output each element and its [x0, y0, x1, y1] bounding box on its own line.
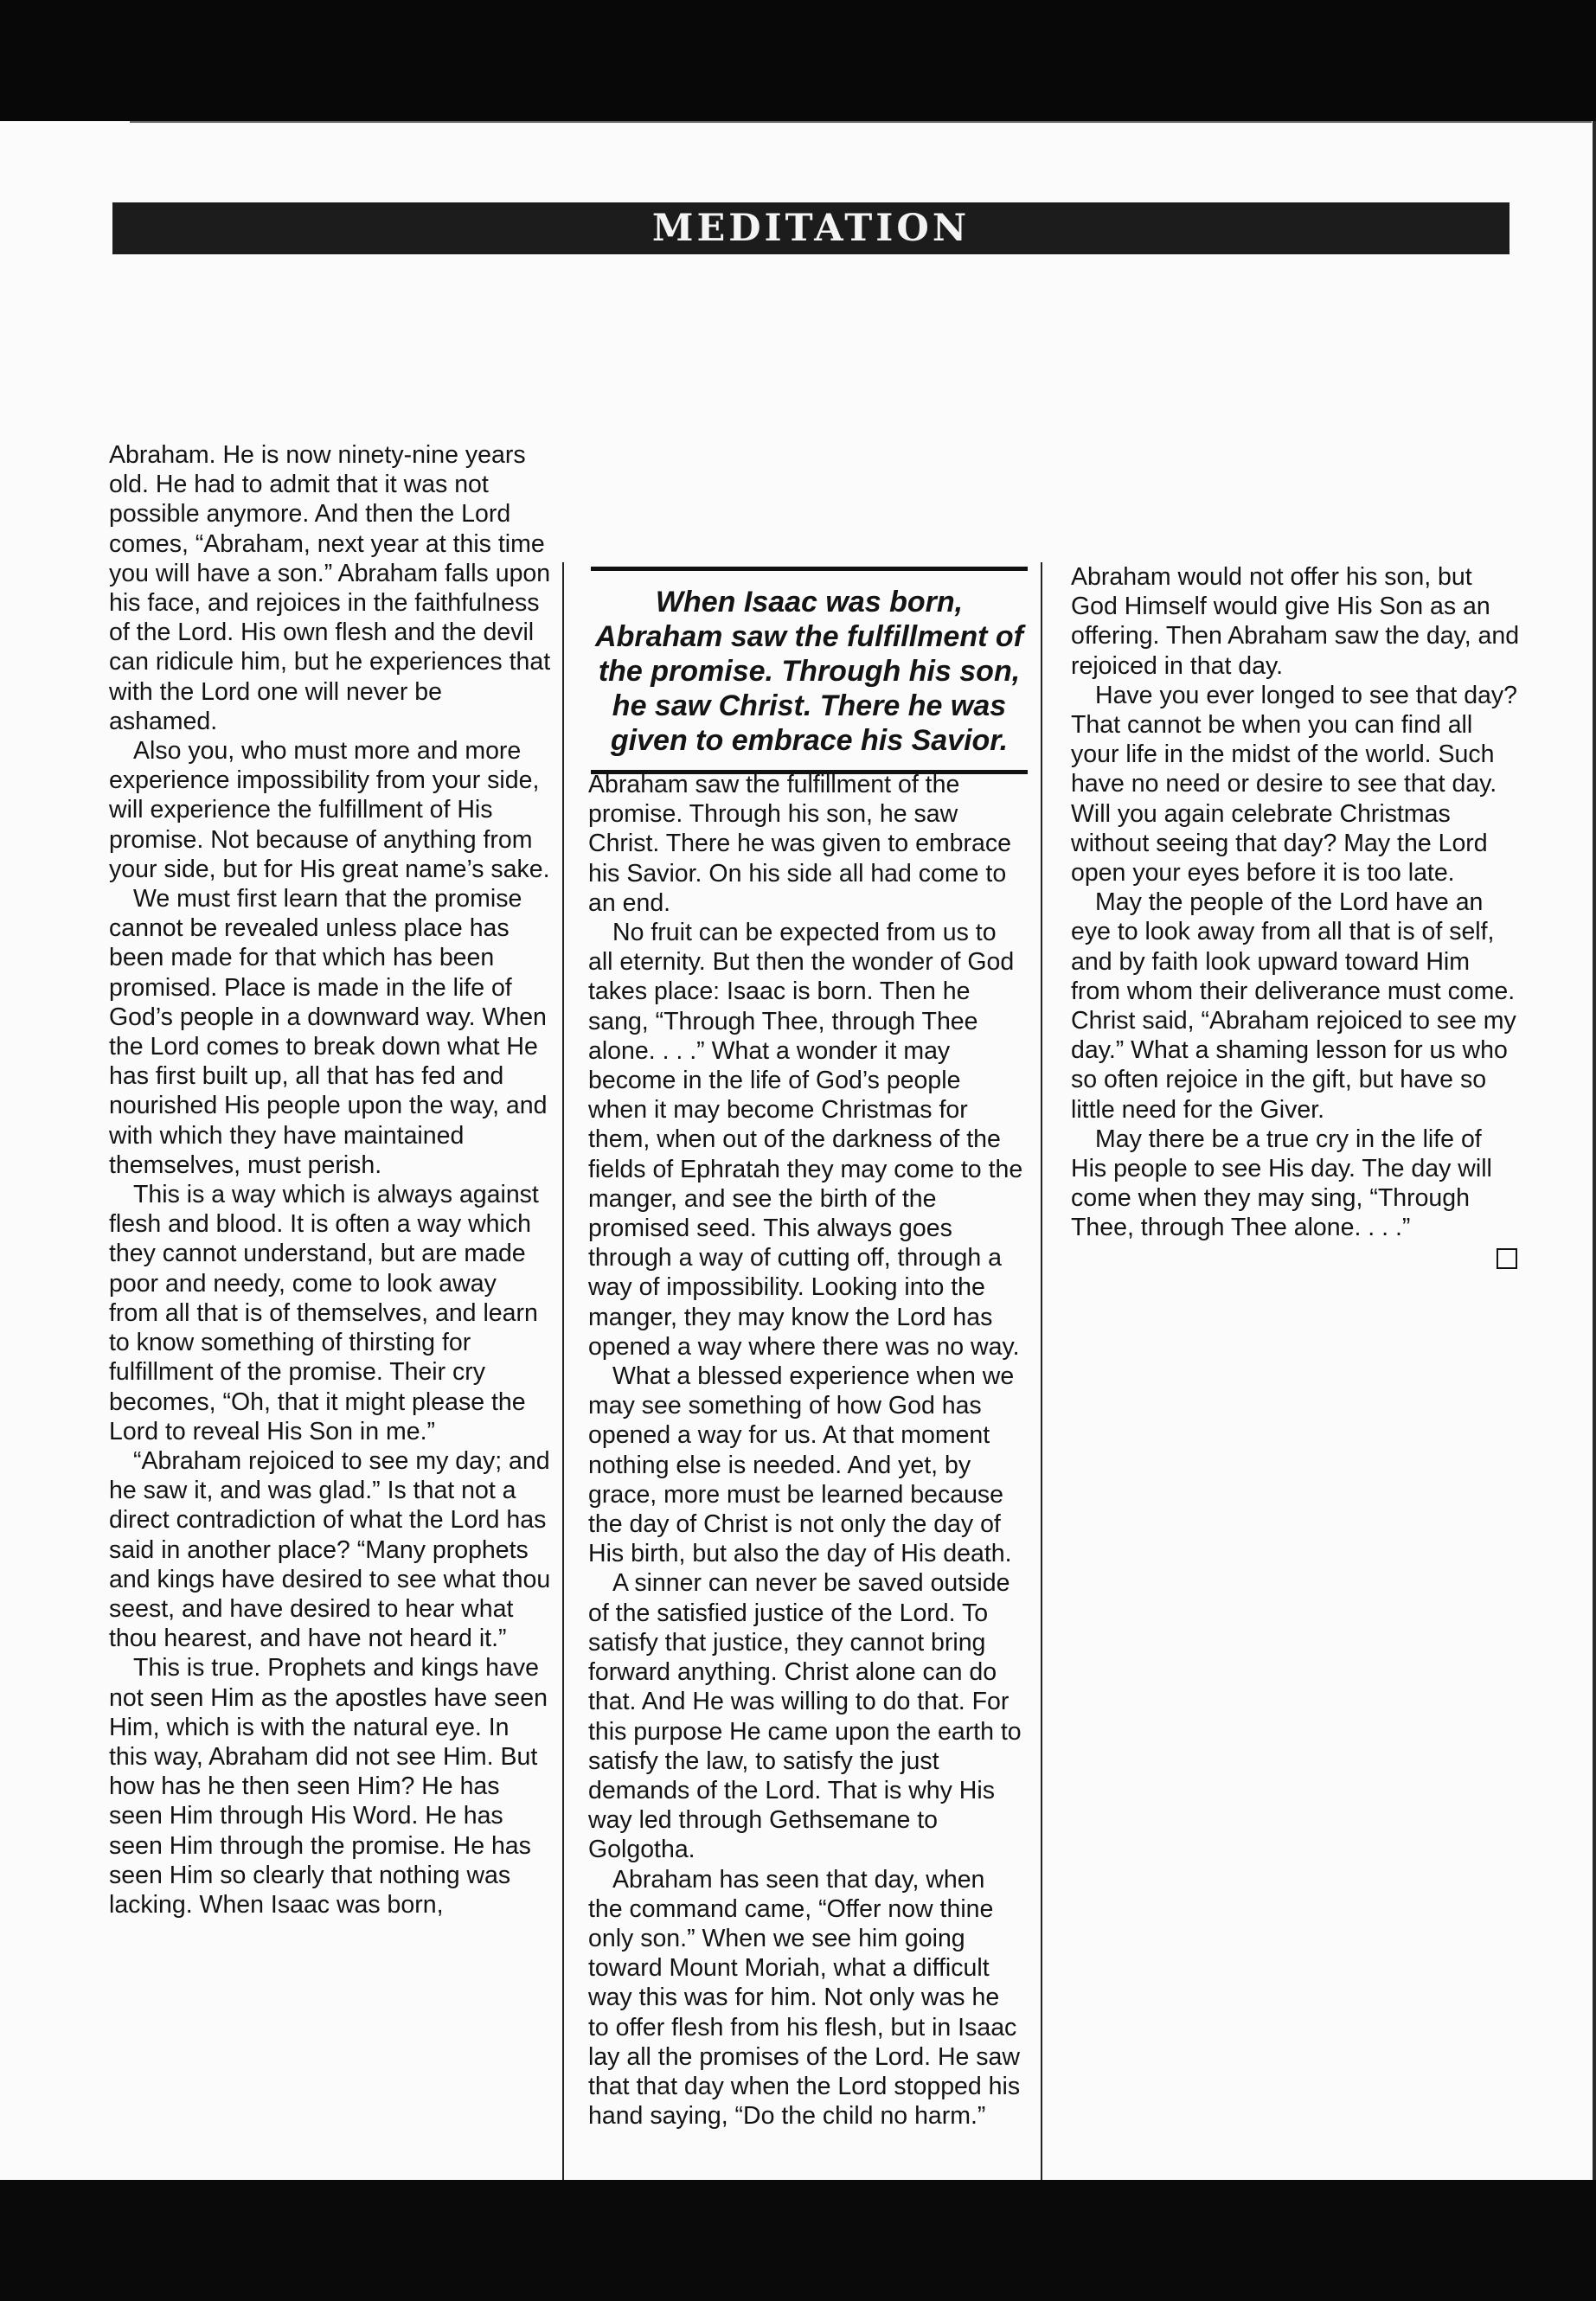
paragraph: Abraham has seen that day, when the command came, “Offer now thine only son.” When we see him going toward Mount Moriah, what a difficult way this was for him. Not only was he to offer flesh from his flesh, but in Isaac lay all the promises of the Lord. He saw that that day when the Lord stopped his hand saying, “Do the child no harm.”: [588, 1865, 1021, 2131]
top-rule: [130, 121, 1592, 123]
paragraph: What a blessed experience when we may see something of how God has opened a way for us. At that moment nothing else is needed. And yet, by grace, more must be learned because the day of Christ is not only the day of His birth, but also the day of His death.: [588, 1362, 1015, 1568]
paragraph: May there be a true cry in the life of His people to see His day. The day will come when they may sing, “Through Thee, through Thee alone. . . .”: [1071, 1125, 1492, 1242]
paragraph: “Abraham rejoiced to see my day; and he saw it, and was glad.” Is that not a direct contradiction of what the Lord has said in another place? “Many prophets and kings have desired to see what thou seest, and have desired to hear what thou hearest, and have not heard it.”: [109, 1446, 551, 1653]
scan-bottom-border: [0, 2180, 1596, 2301]
paragraph: Have you ever longed to see that day? That cannot be when you can find all your life in the midst of the world. Such have no need or desire to see that day. Will you again celebrate Christmas without seeing that day? May the Lord open your eyes before it is too late.: [1071, 681, 1517, 888]
section-title: MEDITATION: [651, 207, 971, 250]
pull-quote-text: When Isaac was born, Abraham saw the fulfillment of the promise. Through his son, he saw Christ. There he was given to embrace his Savior.: [595, 586, 1023, 757]
paragraph: A sinner can never be saved outside of the satisfied justice of the Lord. To satisfy that justice, they cannot bring forward anything. Christ alone can do that. And He was willing to do that. For this purpose He came upon the earth to satisfy the law, to satisfy the just demands of the Lord. That is why His way led through Gethsemane to Golgotha.: [588, 1569, 1022, 1864]
paragraph: This is true. Prophets and kings have not seen Him as the apostles have seen Him, which is with the natural eye. In this way, Abraham did not see Him. But how has he then seen Him? He has seen Him through His Word. He has seen Him through the promise. He has seen Him so clearly that nothing was lacking. When Isaac was born,: [109, 1654, 548, 1919]
end-of-article-square-icon: [1497, 1248, 1517, 1269]
article-column-2: [588, 770, 1025, 2131]
scan-top-border: [0, 0, 1596, 121]
column-divider: [1041, 562, 1042, 2210]
paragraph: No fruit can be expected from us to all eternity. But then the wonder of God takes place: Isaac is born. Then he sang, “Through Thee, through Thee alone. . . .” What a wonder it may become in the life of God’s people when it may become Christmas for them, when out of the darkness of the fields of Ephratah they may come to the manger, and see the birth of the promised seed. This always goes through a way of cutting off, through a way of impossibility. Looking into the manger, they may know the Lord has opened a way where there was no way.: [588, 919, 1023, 1361]
paragraph: This is a way which is always against flesh and blood. It is often a way which they cannot understand, but are made poor and needy, come to look away from all that is of themselves, and learn to know something of thirsting for fulfillment of the promise. Their cry becomes, “Oh, that it might please the Lord to reveal His Son in me.”: [109, 1181, 539, 1445]
column-divider: [562, 562, 564, 2210]
paragraph: Abraham would not offer his son, but God Himself would give His Son as an offering. Then Abraham saw the day, and rejoiced in that day.: [1071, 563, 1520, 680]
paragraph: Abraham. He is now ninety-nine years old. He had to admit that it was not possible anymore. And then the Lord comes, “Abraham, next year at this time you will have a son.” Abraham falls upon his face, and rejoices in the faithfulness of the Lord. His own flesh and the devil can ridicule him, but he experiences that with the Lord one will never be ashamed.: [109, 441, 551, 735]
paragraph: May the people of the Lord have an eye to look away from all that is of self, and by faith look upward toward Him from whom their deliverance must come. Christ said, “Abraham rejoiced to see my day.” What a shaming lesson for us who so often rejoice in the gift, but have so little need for the Giver.: [1071, 888, 1516, 1124]
article-column-3: [1071, 562, 1521, 1269]
paragraph: Also you, who must more and more experience impossibility from your side, will experience the fulfillment of His promise. Not because of anything from your side, but for His great name’s sake.: [109, 737, 550, 883]
magazine-page: [0, 121, 1596, 2180]
pull-quote: [591, 567, 1028, 774]
paragraph: Abraham saw the fulfillment of the promise. Through his son, he saw Christ. There he was given to embrace his Savior. On his side all had come to an end.: [588, 771, 1011, 917]
article-column-1: [109, 440, 552, 1920]
section-banner: [112, 202, 1509, 254]
paragraph: We must first learn that the promise cannot be revealed unless place has been made for that which has been promised. Place is made in the life of God’s people in a downward way. When the Lord comes to break down what He has first built up, all that has fed and nourished His people upon the way, and with which they have maintained themselves, must perish.: [109, 885, 548, 1179]
